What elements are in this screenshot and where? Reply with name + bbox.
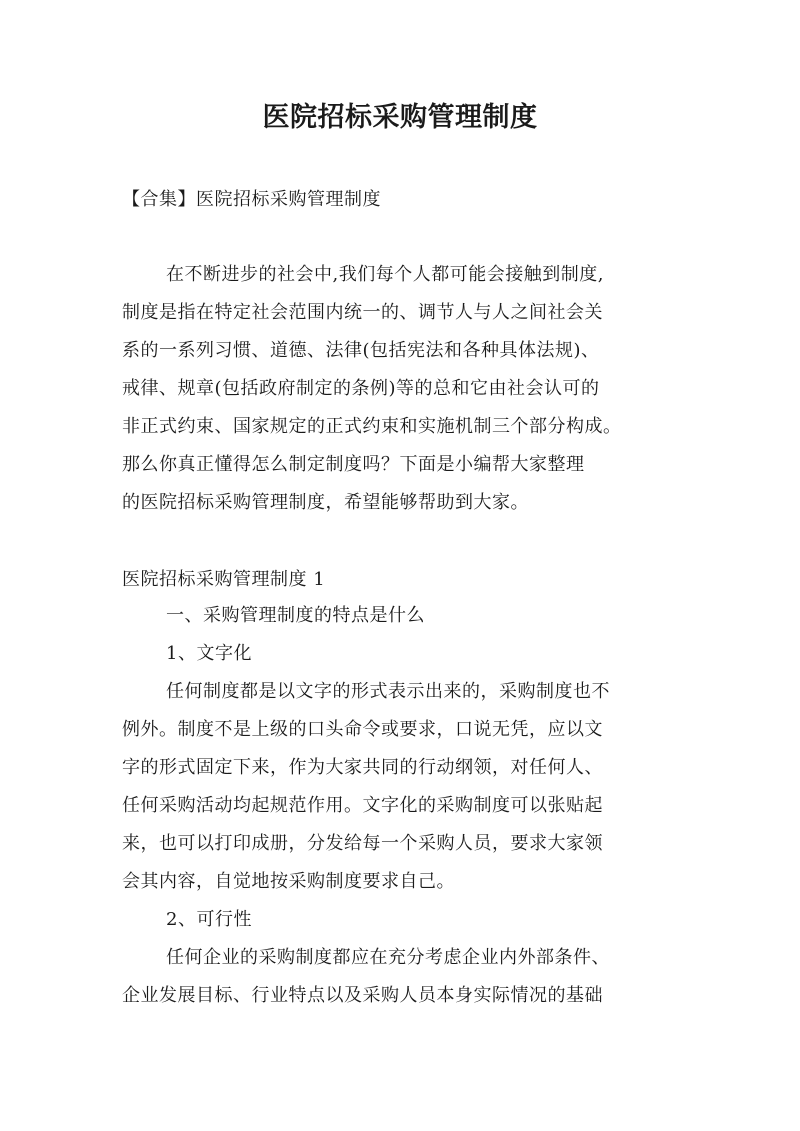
- section-heading: 一、采购管理制度的特点是什么: [166, 605, 425, 626]
- intro-line: 那么你真正懂得怎么制定制度吗？下面是小编帮大家整理: [122, 454, 585, 475]
- paragraph-line: 任何制度都是以文字的形式表示出来的，采购制度也不: [166, 681, 610, 702]
- paragraph-line: 例外。制度不是上级的口头命令或要求，口说无凭，应以文: [122, 719, 603, 740]
- paragraph-line: 会其内容，自觉地按采购制度要求自己。: [122, 871, 455, 892]
- paragraph-line: 企业发展目标、行业特点以及采购人员本身实际情况的基础: [122, 985, 603, 1006]
- intro-line: 非正式约束、国家规定的正式约束和实施机制三个部分构成。: [122, 416, 622, 437]
- intro-line: 制度是指在特定社会范围内统一的、调节人与人之间社会关: [122, 302, 603, 323]
- subsection-heading: 2、可行性: [166, 909, 252, 930]
- paragraph-line: 任何企业的采购制度都应在充分考虑企业内外部条件、: [166, 947, 610, 968]
- paragraph-line: 任何采购活动均起规范作用。文字化的采购制度可以张贴起: [122, 795, 603, 816]
- intro-line: 系的一系列习惯、道德、法律(包括宪法和各种具体法规)、: [122, 340, 600, 361]
- collection-label: 【合集】医院招标采购管理制度: [122, 189, 381, 210]
- subsection-heading: 1、文字化: [166, 643, 252, 664]
- section-title: 医院招标采购管理制度 1: [122, 569, 326, 590]
- intro-line: 的医院招标采购管理制度，希望能够帮助到大家。: [122, 492, 529, 513]
- paragraph-line: 字的形式固定下来，作为大家共同的行动纲领，对任何人、: [122, 757, 603, 778]
- intro-line: 在不断进步的社会中,我们每个人都可能会接触到制度,: [166, 264, 604, 285]
- intro-line: 戒律、规章(包括政府制定的条例)等的总和它由社会认可的: [122, 378, 600, 399]
- paragraph-line: 来，也可以打印成册，分发给每一个采购人员，要求大家领: [122, 833, 603, 854]
- document-title: 医院招标采购管理制度: [262, 102, 538, 133]
